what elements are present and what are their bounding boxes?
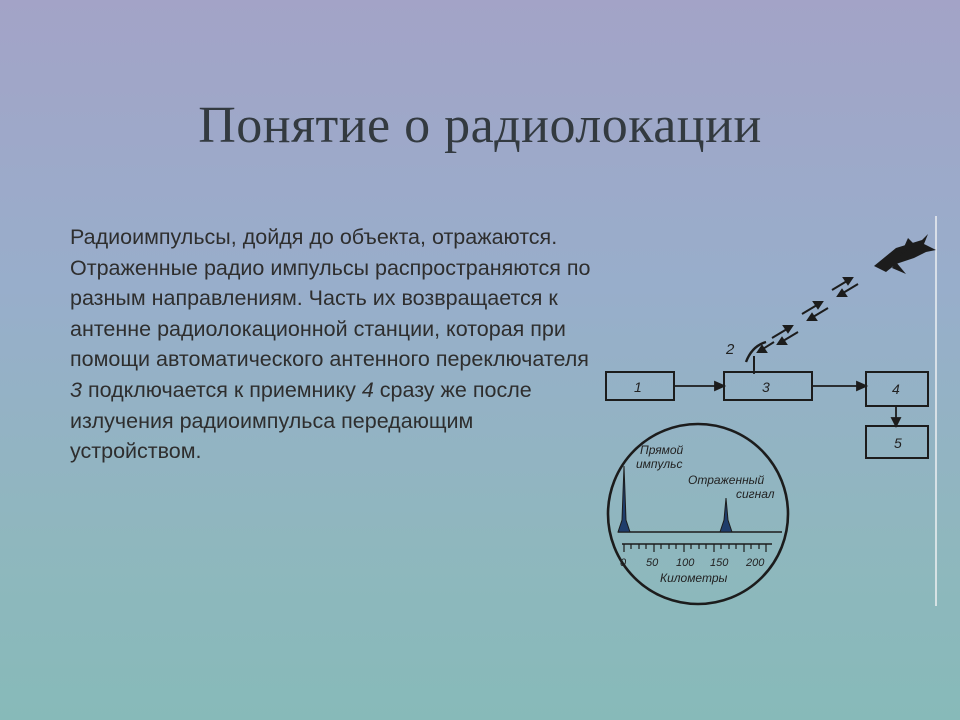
block-3-label: 3 xyxy=(762,379,770,395)
antenna-label: 2 xyxy=(726,341,735,358)
reflected-signal-label-2: сигнал xyxy=(736,487,775,501)
scale-tick-150: 150 xyxy=(710,557,729,569)
scale-tick-200: 200 xyxy=(746,557,765,569)
paragraph-number-4: 4 xyxy=(361,377,374,402)
aircraft-icon xyxy=(874,234,936,274)
slide-title: Понятие о радиолокации xyxy=(198,97,762,154)
direct-pulse-label-2: импульс xyxy=(636,457,683,471)
block-1-label: 1 xyxy=(634,379,642,395)
paragraph-part-1: Радиоимпульсы, дойдя до объекта, отражаются. Отраженные радио импульсы распространяются по разным направлениям. Часть их возвращается к антенне радиолокационной станции, которая при помощи автоматического антенного переключателя xyxy=(70,225,591,372)
scale-tick-100: 100 xyxy=(676,557,695,569)
reflected-signal-peak xyxy=(720,498,732,532)
paragraph-number-3: 3 xyxy=(70,377,82,402)
paragraph-part-2: подключается к приемнику xyxy=(81,377,362,402)
block-4-label: 4 xyxy=(892,381,900,397)
scale-tick-0: 0 xyxy=(620,557,627,569)
scale-unit-label: Километры xyxy=(660,571,728,585)
direct-pulse-label-1: Прямой xyxy=(640,443,684,457)
radar-diagram xyxy=(596,214,960,614)
pulse-arrows xyxy=(758,278,858,352)
scale-ticks xyxy=(624,544,766,552)
paragraph-part-3: сразу же после излучения радиоимпульса передающим устройством. xyxy=(70,377,532,464)
body-paragraph xyxy=(70,222,600,467)
reflected-signal-label-1: Отраженный xyxy=(688,473,765,487)
direct-pulse-peak xyxy=(618,466,630,532)
block-5-label: 5 xyxy=(894,435,902,451)
scale-tick-50: 50 xyxy=(646,557,659,569)
